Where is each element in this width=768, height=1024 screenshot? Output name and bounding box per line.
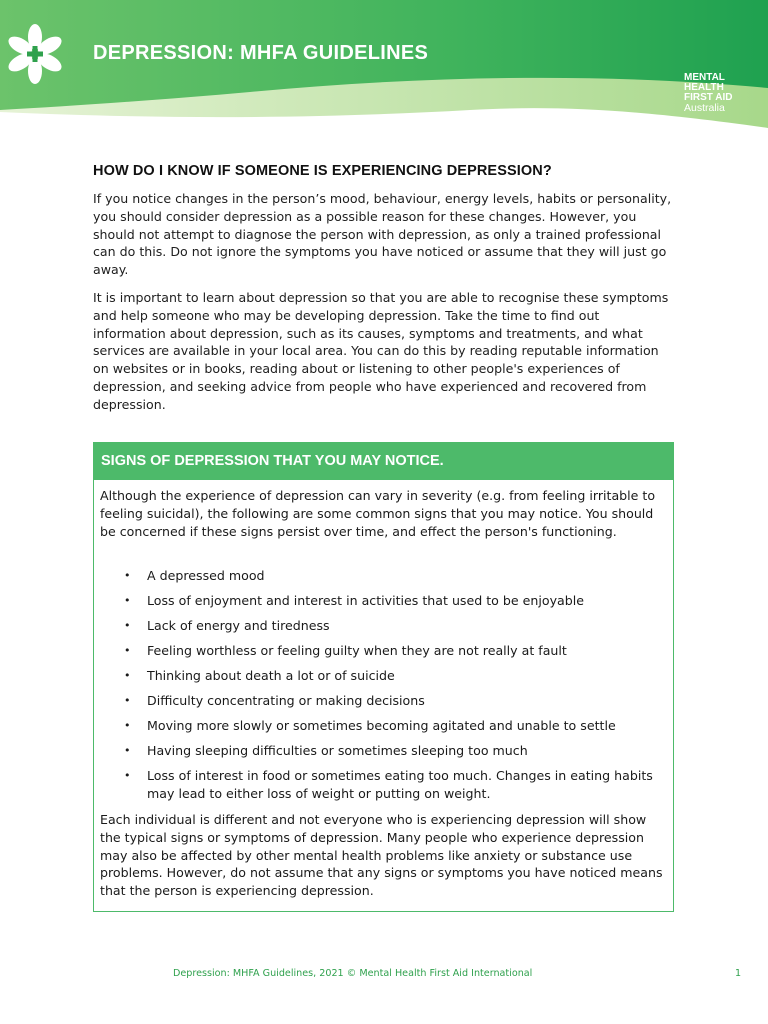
signs-list — [94, 567, 673, 810]
list-item: • Difficulty concentrating or making decisions — [94, 692, 673, 710]
page-footer — [0, 968, 768, 982]
list-item: • Feeling worthless or feeling guilty when they are not really at fault — [94, 642, 673, 660]
list-item: • Having sleeping difficulties or sometimes sleeping too much — [94, 742, 673, 760]
header-wave-graphic — [0, 0, 768, 130]
logo-wordmark — [684, 73, 733, 113]
intro-paragraph-1: If you notice changes in the person’s mood, behaviour, energy levels, habits or personality, you should consider depression as a possible reason for these changes. However, you should not attempt to diagnose the person with depression, as only a trained professional can do this. Do not ignore the symptoms you have noticed or assume that they will just go away. — [93, 191, 672, 278]
signs-box-outro: Each individual is different and not everyone who is experiencing depression will show the typical signs or symptoms of depression. Many people who experience depression may also be affected by other mental health problems like anxiety or substance use problems. However, do not assume that any signs or symptoms you have noticed means that the person is experiencing depression. — [100, 812, 663, 899]
logo-line-1: MENTAL — [684, 72, 725, 83]
list-item: • Lack of energy and tiredness — [94, 617, 673, 635]
logo-line-2: HEALTH — [684, 82, 724, 93]
flower-cross-icon — [0, 0, 70, 112]
header-banner — [0, 0, 768, 130]
signs-box-title: SIGNS OF DEPRESSION THAT YOU MAY NOTICE. — [94, 443, 673, 480]
document-title: DEPRESSION: MHFA GUIDELINES — [93, 42, 429, 64]
list-item: • Moving more slowly or sometimes becoming agitated and unable to settle — [94, 717, 673, 735]
list-item: • Loss of enjoyment and interest in activities that used to be enjoyable — [94, 592, 673, 610]
signs-box — [93, 442, 674, 912]
signs-box-intro: Although the experience of depression can vary in severity (e.g. from feeling irritable to feeling suicidal), the following are some common signs that you may notice. You should be concerned if these signs persist over time, and effect the person's functioning. — [100, 488, 656, 539]
logo-line-4: Australia — [684, 102, 725, 114]
intro-paragraph-2: It is important to learn about depression so that you are able to recognise these symptoms and help someone who may be developing depression. Take the time to find out information about depression, such as its causes, symptoms and treatments, and what services are available in your local area. You can do this by reading reputable information on websites or in books, reading about or listening to other people's experiences of depression, and seeking advice from people who have experienced and recovered from depression. — [93, 290, 669, 412]
logo-line-3: FIRST AID — [684, 92, 733, 103]
section-heading: HOW DO I KNOW IF SOMEONE IS EXPERIENCING DEPRESSION? — [93, 163, 552, 179]
page-number: 1 — [735, 968, 742, 979]
list-item: • Thinking about death a lot or of suicide — [94, 667, 673, 685]
list-item: • A depressed mood — [94, 567, 673, 585]
list-item: • Loss of interest in food or sometimes eating too much. Changes in eating habits may lead to either loss of weight or putting on weight. — [94, 767, 673, 803]
footer-text: Depression: MHFA Guidelines, 2021 © Mental Health First Aid International — [173, 968, 533, 979]
